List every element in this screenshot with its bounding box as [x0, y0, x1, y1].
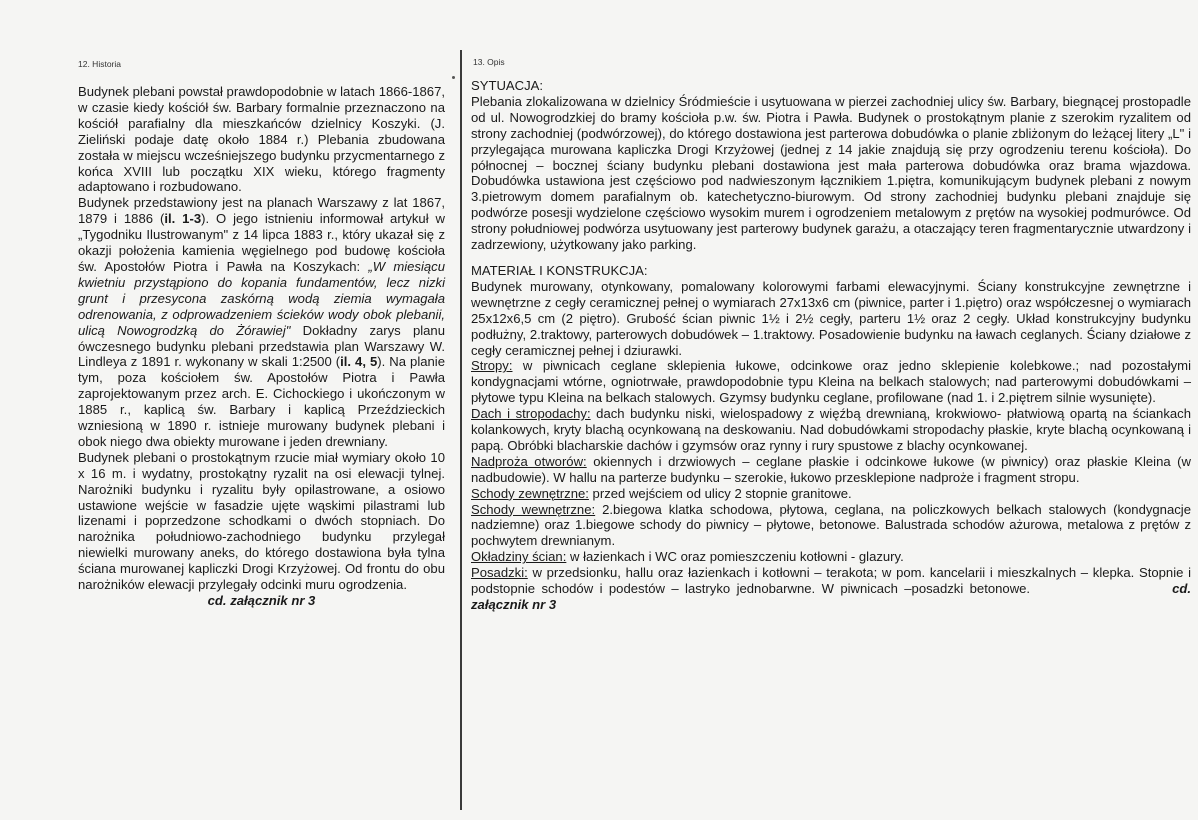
- list-item: Schody zewnętrzne: przed wejściem od ulicy 2 stopnie granitowe.: [471, 485, 852, 501]
- paragraph: Budynek plebani o prostokątnym rzucie miał wymiary około 10 x 16 m. i wydatny, prostokątny ryzalit na osi elewacji tylnej. Narożniki budynku i ryzalitu były opilastrowane, a osiowo ustawione wejście w fasadzie ujęte wąskimi pilastrami lub lizenami i poprzedzone schodkami o dwóch stopniach. Do narożnika południowo-zachodniego budynku przylegał niewielki murowany aneks, do którego dostawiona była tylna ściana murowanej kapliczki Drogi Krzyżowej. Od frontu do obu narożników elewacji przylegały odcinki muru ogrodzenia.: [78, 449, 445, 593]
- continuation-note: cd. załącznik nr 3: [207, 593, 316, 608]
- paragraph: Plebania zlokalizowana w dzielnicy Śródmieście i usytuowana w pierzei zachodniej ulicy św. Barbary, biegnącej prostopadle od ul. Nowogrodzkiej do bramy kościoła p.w. św. Piotra i Pawła. Budynek o prostokątnym planie z szerokim ryzalitem od strony zachodniej (podwórzowej), do którego dostawiona jest parterowa dobudówka o planie zbliżonym do leżącej litery „L" i przylegająca murowana kapliczka Drogi Krzyżowej (jednej z 14 jakie znajdują się przy ogrodzeniu terenu kościoła). Do północnej – bocznej ściany budynku plebani dostawiona jest mała parterowa dobudówka oraz brama wjazdowa. Dobudówka ustawiona jest częściowo pod nadwieszonym łącznikiem 1.piętra, komunikującym budynek plebani z nowym 3.pietrowym domem parafialnym ob. katechetyczno-biurowym. Od strony zachodniej budynku plebani znajduje się podwórze posesji wydzielone częściowo wysokim murem i ogrodzeniem metalowym z prętów na wysokiej podmurówce. Od strony południowej podwórza usytuowany jest parterowy budynek garażu, a otaczający teren fragmentarycznie utwardzony i zadrzewiony, użytkowany jako parking.: [471, 93, 1191, 253]
- historia-text: [78, 84, 445, 609]
- left-page: [0, 0, 458, 820]
- page-label-opis: 13. Opis: [473, 57, 505, 67]
- list-item: Stropy: w piwnicach ceglane sklepienia łukowe, odcinkowe oraz jedno sklepienie kolebkowe.; nad pozostałymi kondygnacjami wtórne, ogniotrwałe, prawdopodobnie typu Kleina na belkach stalowych; nad parterowymi dobudówkami – płytowe typu Kleina na belkach stalowych. Gzymsy budynku ceglane, profilowane (nad 1. i 2.piętrem silnie wysunięte).: [471, 358, 1191, 406]
- quotation: „W miesiącu kwietniu przystąpiono do kopania fundamentów, lecz nizki grunt i przesycona zaskórną wodą ziemia wymagała odrenowania, z odprowadzeniem ścieków wody obok plebanii, ulicą Nowogrodzką do Żórawiej": [78, 258, 445, 338]
- figure-ref: il. 4, 5: [340, 354, 378, 370]
- list-item: Nadproża otworów: okiennych i drzwiowych – ceglane płaskie i odcinkowe łukowe (w piwnicy) oraz płaskie Kleina (w nadbudowie). W hallu na parterze budynku – szerokie, łukowo przesklepione nadproże i fragment stropu.: [471, 453, 1191, 485]
- figure-ref: il. 1-3: [164, 211, 202, 227]
- list-item: Posadzki: w przedsionku, hallu oraz łazienkach i kotłowni – terakota; w pom. kancelarii i mieszkalnych – klepka. Stopnie i podstopnie schodów i podestów – lastryko jednobarwne. W piwnicach –posadzki betonowe. cd. załącznik nr 3: [471, 565, 1191, 612]
- opis-text: [471, 78, 1191, 613]
- paragraph: Budynek przedstawiony jest na planach Warszawy z lat 1867, 1879 i 1886 (il. 1-3). O jego istnieniu informował artykuł w „Tygodniku Ilustrowanym" z 14 lipca 1883 r., który ukazał się z okazji położenia kamienia węgielnego pod budowę kościoła św. Apostołów Piotra i Pawła na Koszykach: „W miesiącu kwietniu przystąpiono do kopania fundamentów, lecz nizki grunt i przesycona zaskórną wodą ziemia wymagała odrenowania, z odprowadzeniem ścieków wody obok plebanii, ulicą Nowogrodzką do Żórawiej" Dokładny zarys planu ówczesnego budynku plebani przedstawia plan Warszawy W. Lindleya z 1891 r. wykonany w skali 1:2500 (il. 4, 5). Na planie tym, poza kościołem św. Apostołów Piotra i Pawła zaprojektowanym przez arch. E. Cichockiego i ukończonym w 1885 r., kaplicą św. Barbary i kaplicą Przeździeckich wzniesioną w 1890 r. istnieje murowany budynek plebani i obok niego dwa obiekty murowane i jeden drewniany.: [78, 195, 446, 449]
- list-item: Okładziny ścian: w łazienkach i WC oraz pomieszczeniu kotłowni - glazury.: [471, 549, 904, 565]
- continuation-note: cd. załącznik nr 3: [471, 581, 1191, 612]
- list-item: Dach i stropodachy: dach budynku niski, wielospadowy z więźbą drewnianą, krokwiowo- płatwiową opartą na ściankach kolankowych, kryty blachą ocynkowaną na deskowaniu. Nad dobudówkami stropodachy płaskie, kryte blachą ocynkowaną i papą. Obróbki blacharskie dachów i gzymsów oraz rynny i rury spustowe z blachy ocynkowanej.: [471, 406, 1192, 453]
- speck: [452, 76, 455, 79]
- section-heading: SYTUACJA:: [471, 78, 544, 93]
- right-page: [463, 0, 1198, 820]
- paragraph: Budynek murowany, otynkowany, pomalowany kolorowymi farbami elewacyjnymi. Ściany konstrukcyjne zewnętrzne i wewnętrzne z cegły ceramicznej pełnej o wymiarach 27x13x6 cm (piwnice, parter i 1.piętro) oraz współczesnej o wymiarach 25x12x6,5 cm (2 piętro). Grubość ścian piwnic 1½ i 2½ cegły, parteru 1½ oraz 2 cegły. Układ konstrukcyjny budynku podłużny, 2.traktowy, parterowych dobudówek – 1.traktowy. Posadowienie budynku na ławach ceglanych. Ściany działowe z cegły ceramicznej pełnej i dziurawki.: [471, 278, 1191, 358]
- section-heading: MATERIAŁ I KONSTRUKCJA:: [471, 262, 648, 278]
- list-item: Schody wewnętrzne: 2.biegowa klatka schodowa, płytowa, ceglana, na policzkowych belkach stalowych (kondygnacje nadziemne) oraz 1.biegowe schody do piwnicy – płytowe, betonowe. Balustrada schodów ażurowa, metalowa z prętów z pochwytem drewnianym.: [471, 501, 1191, 549]
- paragraph: Budynek plebani powstał prawdopodobnie w latach 1866-1867, w czasie kiedy kościół św. Barbary formalnie przeznaczono na kościół parafialny dla mieszkańców dzielnicy Koszyki. (J. Zieliński podaje datę około 1884 r.) Plebania zbudowana została w miejscu wcześniejszego budynku przycmentarnego z końca XVIII lub początku XIX wieku, którego fragmenty adaptowano i rozbudowano.: [78, 84, 445, 195]
- page-label-historia: 12. Historia: [78, 59, 121, 69]
- page-divider: [460, 50, 462, 810]
